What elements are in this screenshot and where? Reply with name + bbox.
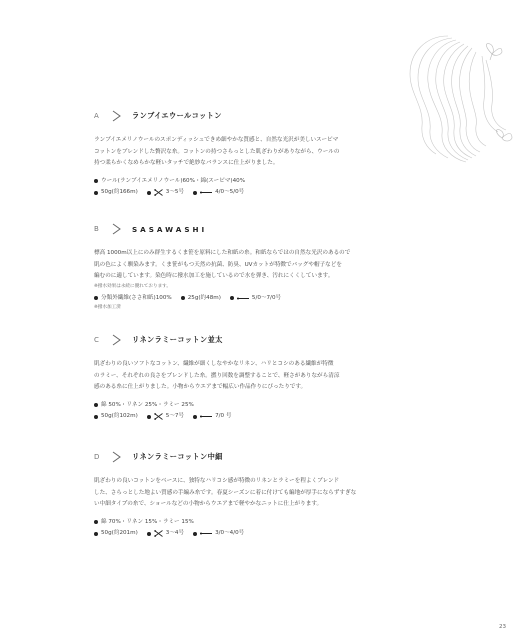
yarn-section-a xyxy=(94,110,434,199)
hook-size-text: 7/0 号 xyxy=(215,413,232,419)
hook-size-text: 4/0～5/0号 xyxy=(215,189,245,195)
bullet-dot-icon xyxy=(94,296,98,300)
footnote: ※撥水加工済 xyxy=(94,305,121,310)
bullet-dot-icon xyxy=(193,532,197,536)
section-letter: C xyxy=(94,336,99,344)
size-row xyxy=(94,528,434,540)
composition-row xyxy=(94,517,434,529)
spec-block xyxy=(94,293,434,313)
needle-item xyxy=(147,528,184,540)
weight-item xyxy=(94,411,138,423)
bullet-dot-icon xyxy=(94,403,98,407)
section-title: SASAWASHI xyxy=(132,224,208,234)
composition-text: ウール(ランブイエメリノウール)60%・綿(スーピマ)40% xyxy=(101,177,246,184)
section-header xyxy=(94,223,434,235)
description-line: のラミー、それぞれの良さをブレンドした糸。撚り回数を調整することで、軽さがありながら清涼 xyxy=(94,372,340,379)
section-letter: A xyxy=(94,112,99,120)
crochet-hook-icon xyxy=(237,297,249,300)
hook-item xyxy=(193,528,244,540)
bullet-dot-icon xyxy=(147,532,151,536)
composition-text: 綿 70%・リネン 15%・ラミー 15% xyxy=(101,518,194,525)
yarn-section-c xyxy=(94,334,434,423)
composition-item xyxy=(94,293,172,305)
description-line: 肌の色によく馴染みます。くま笹がもつ天然の抗菌、防臭、UVカットが特徴でバッグや帽子などを xyxy=(94,261,342,268)
needle-item xyxy=(147,411,184,423)
weight-text: 25g(約48m) xyxy=(187,294,221,301)
composition-row xyxy=(94,400,434,412)
description-line: 感のある糸に仕上がりました。小物からウエアまで幅広い作品作りにぴったりです。 xyxy=(94,384,307,390)
needle-item xyxy=(147,187,184,199)
weight-text: 50g(約166m) xyxy=(101,189,138,195)
section-title: ランブイエウールコットン xyxy=(132,111,222,120)
chevron-right-icon xyxy=(108,451,126,463)
size-row xyxy=(94,293,434,305)
bullet-dot-icon xyxy=(181,296,185,300)
page-number: 23 xyxy=(499,624,506,630)
section-header xyxy=(94,451,434,463)
description-line: コットンをブレンドした贅沢な糸。コットンの持つさらっとした肌ざわりがありながら、ウールの xyxy=(94,148,340,155)
spec-block xyxy=(94,517,434,540)
crochet-hook-icon xyxy=(200,191,212,194)
section-letter: B xyxy=(94,225,99,233)
yarn-section-b xyxy=(94,223,434,312)
weight-item xyxy=(181,293,221,305)
section-header xyxy=(94,110,434,122)
needle-size-text: 5～7号 xyxy=(165,413,185,419)
spec-block xyxy=(94,176,434,199)
bullet-dot-icon xyxy=(147,415,151,419)
description-line: した、さらっとした地よい質感の手編み糸です。春夏シーズンに着に付けても編地が厚手にならずすぎな xyxy=(94,489,357,496)
weight-item xyxy=(94,528,138,540)
weight-text: 50g(約102m) xyxy=(101,413,138,419)
section-description xyxy=(94,135,434,170)
section-title: リネンラミーコットン並太 xyxy=(132,335,223,344)
bullet-dot-icon xyxy=(94,520,98,524)
description-line: ランブイエメリノウールのスポンディッシュできめ細やかな質感と、自然な光沢が美しいスーピマ xyxy=(94,137,339,143)
composition-text: 分類外繊維(ささ和紙)100% xyxy=(101,294,172,301)
hook-size-text: 3/0～4/0号 xyxy=(215,530,245,536)
description-line: 編むのに適しています。染色時に撥水加工を施しているので水を弾き、汚れにくくしています。 xyxy=(94,273,334,279)
bullet-dot-icon xyxy=(193,191,197,195)
knitting-needles-icon xyxy=(154,189,163,196)
knitting-needles-icon xyxy=(154,530,163,537)
size-row xyxy=(94,187,434,199)
bullet-dot-icon xyxy=(230,296,234,300)
weight-text: 50g(約201m) xyxy=(101,530,138,536)
spec-block xyxy=(94,400,434,423)
section-title: リネンラミーコットン中細 xyxy=(132,452,223,461)
section-description xyxy=(94,359,434,394)
section-letter: D xyxy=(94,453,100,461)
description-line: 肌ざわりの良いソフトなコットン、繊維が細くしなやかなリネン、ハリとコシのある繊維が特徴 xyxy=(94,361,334,367)
hook-item xyxy=(230,293,281,305)
hook-item xyxy=(193,187,244,199)
crochet-hook-icon xyxy=(200,415,212,418)
bullet-dot-icon xyxy=(94,179,98,183)
needle-size-text: 3～5号 xyxy=(165,189,185,195)
description-line: 標高 1000m以上にのみ群生するくま笹を原料にした和紙の糸。和紙ならではの自然な光沢のあるので xyxy=(94,250,351,256)
section-description xyxy=(94,248,434,291)
composition-row xyxy=(94,176,434,188)
hook-item xyxy=(193,411,231,423)
hook-size-text: 5/0～7/0号 xyxy=(251,294,282,301)
yarn-section-d xyxy=(94,451,434,540)
bullet-dot-icon xyxy=(193,415,197,419)
section-header xyxy=(94,334,434,346)
description-line: 持つ柔らかくなめらかな軽いタッチで絶妙なバランスに仕上がりました。 xyxy=(94,160,279,166)
knitting-needles-icon xyxy=(154,413,163,420)
needle-size-text: 3～4号 xyxy=(165,530,185,536)
weight-item xyxy=(94,187,138,199)
description-line: 肌ざわりの良いコットンをベースに、独特なハリコシ感が特徴のリネンとラミーを程よくブレンド xyxy=(94,478,340,484)
bullet-dot-icon xyxy=(94,415,98,419)
size-row xyxy=(94,411,434,423)
composition-text: 綿 50%・リネン 25%・ラミー 25% xyxy=(101,401,194,408)
chevron-right-icon xyxy=(108,334,126,346)
section-description xyxy=(94,476,434,511)
chevron-right-icon xyxy=(108,223,126,235)
chevron-right-icon xyxy=(108,110,126,122)
footnote: ※撥水効果は永続に優れております。 xyxy=(94,283,171,289)
crochet-hook-icon xyxy=(200,532,212,535)
bullet-dot-icon xyxy=(94,532,98,536)
bullet-dot-icon xyxy=(94,191,98,195)
bullet-dot-icon xyxy=(147,191,151,195)
description-line: い中細タイプの糸で、ショールなどの小物からウエアまで軽やかなニットに仕上がります。 xyxy=(94,501,323,507)
